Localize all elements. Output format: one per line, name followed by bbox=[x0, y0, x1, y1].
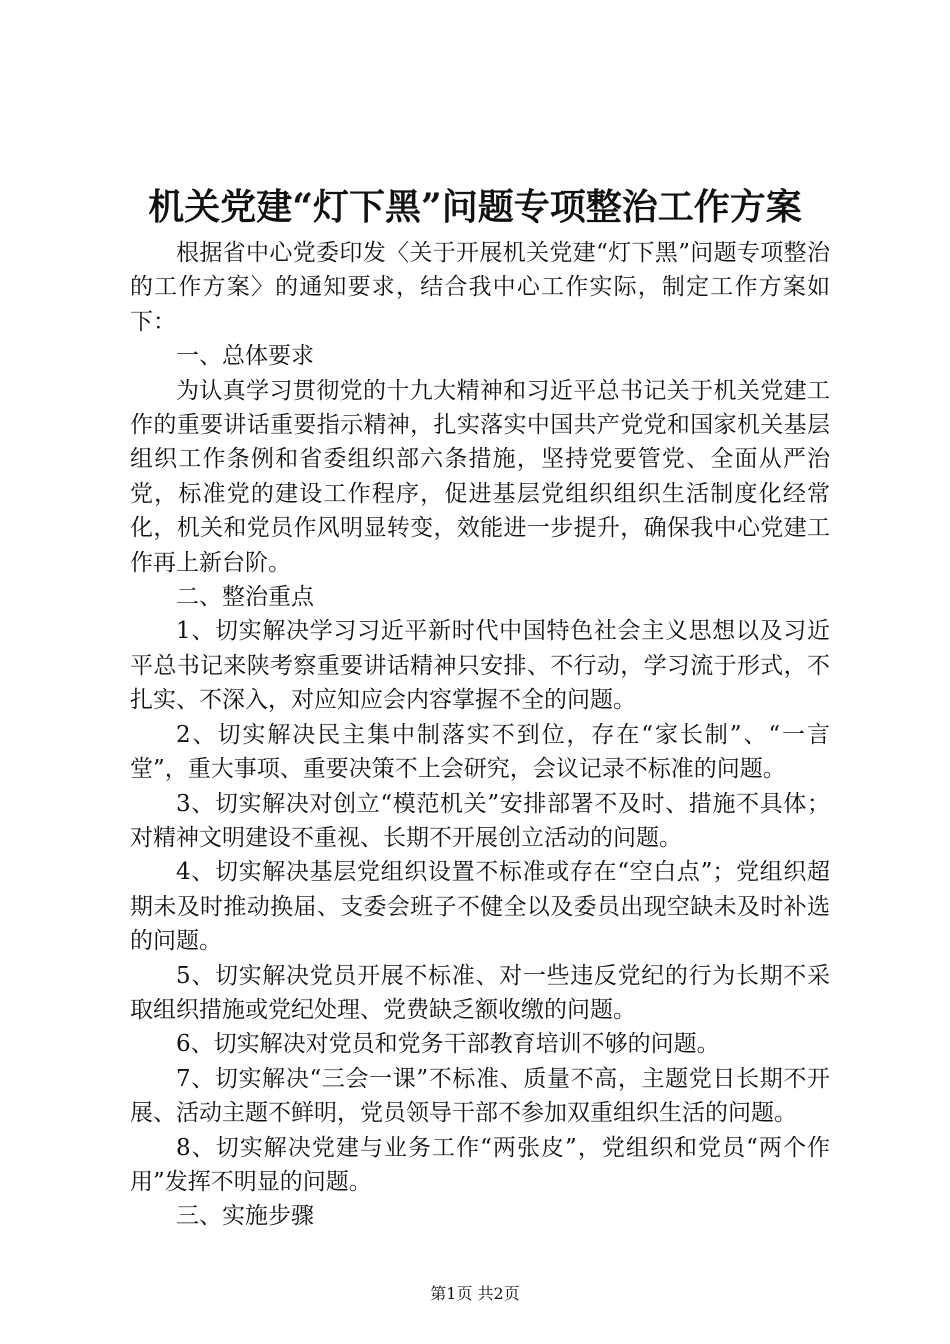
list-item-6: 6、切实解决对党员和党务干部教育培训不够的问题。 bbox=[176, 1031, 720, 1058]
document-title: 机关党建“灯下黑”问题专项整治工作方案 bbox=[148, 186, 802, 228]
list-item-3: 3、切实解决对创立“模范机关”安排部署不及时、措施不具体；对精神文明建设不重视、长期不开展创立活动的问题。 bbox=[130, 790, 830, 851]
list-item-2: 2、切实解决民主集中制落实不到位，存在“家长制”、“一言堂”，重大事项、重要决策不上会研究，会议记录不标准的问题。 bbox=[130, 721, 830, 783]
list-item-5: 5、切实解决党员开展不标准、对一些违反党纪的行为长期不采取组织措施或党纪处理、党费缺乏额收缴的问题。 bbox=[130, 962, 830, 1023]
list-item-4: 4、切实解决基层党组织设置不标准或存在“空白点”；党组织超期未及时推动换届、支委会班子不健全以及委员出现空缺未及时补选的问题。 bbox=[130, 859, 830, 955]
section-heading-2: 二、整治重点 bbox=[176, 584, 314, 611]
section-heading-3: 三、实施步骤 bbox=[176, 1203, 314, 1230]
paragraph-general: 为认真学习贯彻党的十九大精神和习近平总书记关于机关党建工作的重要讲话重要指示精神，扎实落实中国共产党党和国家机关基层组织工作条例和省委组织部六条措施，坚持党要管党、全面从严治党，标准党的建设工作程序，促进基层党组织组织生活制度化经常化，机关和党员作风明显转变，效能进一步提升，确保我中心党建工作再上新台阶。 bbox=[130, 377, 830, 576]
section-heading-1: 一、总体要求 bbox=[176, 343, 314, 370]
page-footer: 第1页 共2页 bbox=[430, 1284, 520, 1303]
list-item-8: 8、切实解决党建与业务工作“两张皮”，党组织和党员“两个作用”发挥不明显的问题。 bbox=[130, 1134, 830, 1195]
list-item-7: 7、切实解决“三会一课”不标准、质量不高，主题党日长期不开展、活动主题不鲜明，党员领导干部不参加双重组织生活的问题。 bbox=[130, 1065, 830, 1127]
document-body bbox=[130, 236, 830, 1234]
paragraph-intro: 根据省中心党委印发〈关于开展机关党建“灯下黑”问题专项整治的工作方案〉的通知要求，结合我中心工作实际，制定工作方案如下： bbox=[130, 240, 830, 335]
list-item-1: 1、切实解决学习习近平新时代中国特色社会主义思想以及习近平总书记来陕考察重要讲话精神只安排、不行动，学习流于形式，不扎实、不深入，对应知应会内容掌握不全的问题。 bbox=[130, 618, 830, 714]
